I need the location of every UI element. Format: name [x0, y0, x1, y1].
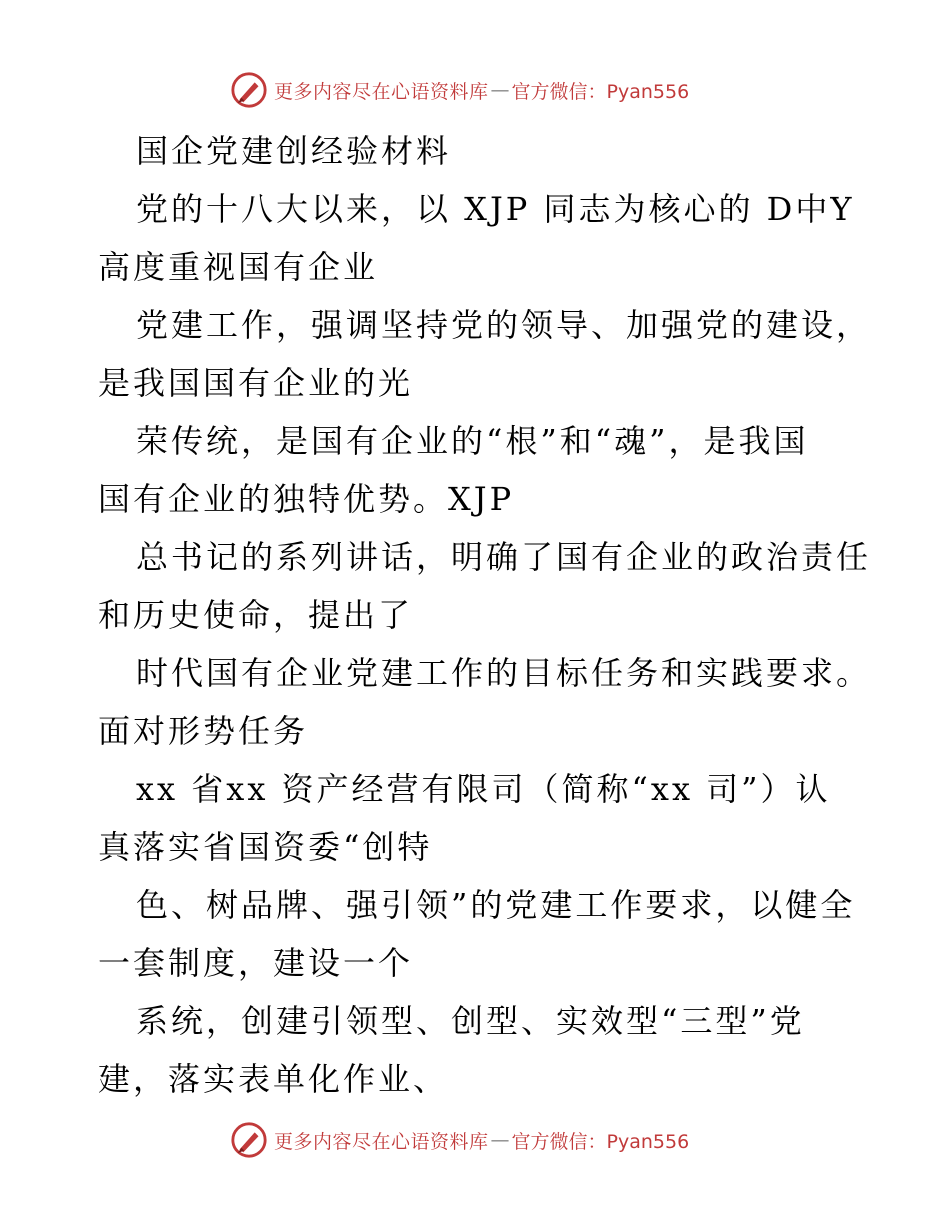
doc-line: 真落实省国资委“创特: [98, 828, 433, 866]
doc-line: 系统，创建引领型、创型、实效型“三型”党: [136, 1002, 805, 1040]
doc-line: 总书记的系列讲话，明确了国有企业的政治责任: [136, 538, 872, 576]
banner-text: 更多内容尽在心语资料库: [274, 1130, 489, 1153]
doc-line: 荣传统，是国有企业的“根”和“魂”，是我国: [136, 422, 809, 460]
doc-line: 建，落实表单化作业、: [98, 1060, 449, 1098]
banner-wechat: 官方微信：Pyan556: [511, 80, 690, 103]
doc-line: 是我国国有企业的光: [98, 364, 414, 402]
document-body: [98, 122, 872, 1108]
banner-text: 更多内容尽在心语资料库: [274, 80, 489, 103]
header-banner: [230, 70, 689, 110]
banner-wechat: 官方微信：Pyan556: [511, 1130, 690, 1153]
doc-line: 色、树品牌、强引领”的党建工作要求，以健全: [136, 886, 856, 924]
banner-separator: —: [490, 79, 510, 101]
doc-line: 党的十八大以来，以 XJP 同志为核心的 D中Y: [136, 190, 855, 228]
doc-line: 国有企业的独特优势。XJP: [98, 480, 515, 518]
doc-line: 国企党建创经验材料: [136, 132, 452, 170]
pen-logo-icon: [230, 1121, 268, 1159]
doc-line: 高度重视国有企业: [98, 248, 379, 286]
doc-line: 面对形势任务: [98, 712, 309, 750]
banner-separator: —: [490, 1129, 510, 1151]
doc-line: 时代国有企业党建工作的目标任务和实践要求。: [136, 654, 872, 692]
pen-logo-icon: [230, 71, 268, 109]
footer-banner: [230, 1120, 689, 1160]
doc-line: xx 省xx 资产经营有限司（简称“xx 司”）认: [136, 770, 831, 808]
doc-line: 和历史使命，提出了: [98, 596, 414, 634]
doc-line: 一套制度，建设一个: [98, 944, 414, 982]
doc-line: 党建工作，强调坚持党的领导、加强党的建设，: [136, 306, 872, 344]
